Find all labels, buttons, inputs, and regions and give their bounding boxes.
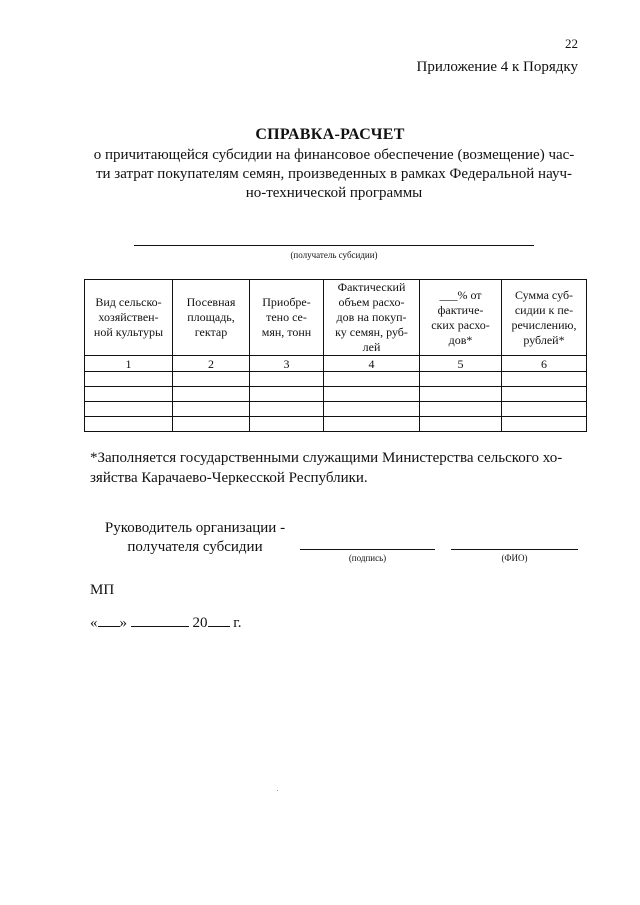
column-number: 3: [250, 356, 324, 372]
table-cell[interactable]: [85, 387, 173, 402]
name-line[interactable]: [451, 549, 578, 550]
column-number-row: [85, 356, 587, 372]
signer-title: [90, 519, 300, 557]
table-cell[interactable]: [502, 372, 587, 387]
table-cell[interactable]: [324, 387, 420, 402]
date-open-quote: «: [90, 615, 98, 631]
signer-line: получателя субсидии: [127, 539, 263, 555]
header-percent-of-costs: ___% от фактиче- ских расхо- дов*: [420, 280, 502, 356]
table-cell[interactable]: [324, 417, 420, 432]
date-field: [90, 614, 241, 632]
footnote-line: зяйства Карачаево-Черкесской Республики.: [90, 470, 368, 486]
subtitle-line: ти затрат покупателям семян, произведенных в рамках Федеральной науч-: [95, 166, 573, 182]
table-cell[interactable]: [250, 372, 324, 387]
table-row: [85, 417, 587, 432]
footnote: [90, 448, 578, 488]
table-row: [85, 402, 587, 417]
table-cell[interactable]: [420, 372, 502, 387]
footnote-line: *Заполняется государственными служащими Министерства сельского хо-: [90, 450, 563, 466]
table-cell[interactable]: [324, 402, 420, 417]
column-number: 1: [85, 356, 173, 372]
scan-speck: [277, 790, 278, 791]
table-cell[interactable]: [85, 402, 173, 417]
table-cell[interactable]: [420, 387, 502, 402]
subtitle-line: но-технической программы: [245, 185, 423, 201]
column-number: 6: [502, 356, 587, 372]
table-cell[interactable]: [502, 387, 587, 402]
table-cell[interactable]: [502, 402, 587, 417]
year-suffix: г.: [233, 615, 242, 631]
document-subtitle: [88, 146, 580, 203]
table-row: [85, 387, 587, 402]
column-number: 4: [324, 356, 420, 372]
name-caption: (ФИО): [501, 553, 528, 563]
table-cell[interactable]: [420, 417, 502, 432]
signature-caption: (подпись): [348, 553, 387, 563]
calculation-table: [84, 279, 587, 432]
date-close-quote: »: [119, 615, 127, 631]
stamp-label: МП: [90, 582, 115, 598]
header-seeds-purchased: Приобре- тено се- мян, тонн: [250, 280, 324, 356]
year-blank[interactable]: [208, 614, 230, 627]
table-cell[interactable]: [250, 417, 324, 432]
year-prefix: 20: [192, 615, 208, 631]
table-cell[interactable]: [502, 417, 587, 432]
appendix-reference: Приложение 4 к Порядку: [416, 59, 578, 75]
recipient-field-line: [134, 245, 534, 246]
header-subsidy-amount: Сумма суб- сидии к пе- речислению, рублей*: [502, 280, 587, 356]
signature-line[interactable]: [300, 549, 435, 550]
table-cell[interactable]: [85, 372, 173, 387]
header-actual-costs: Фактический объем расхо- дов на покуп- ку семян, руб- лей: [324, 280, 420, 356]
table-cell[interactable]: [324, 372, 420, 387]
header-sown-area: Посевная площадь, гектар: [173, 280, 250, 356]
subtitle-line: о причитающейся субсидии на финансовое обеспечение (возмещение) час-: [93, 147, 575, 163]
table-cell[interactable]: [250, 402, 324, 417]
table-cell[interactable]: [420, 402, 502, 417]
column-number: 2: [173, 356, 250, 372]
month-blank[interactable]: [131, 614, 189, 627]
table-cell[interactable]: [250, 387, 324, 402]
column-number: 5: [420, 356, 502, 372]
table-cell[interactable]: [173, 402, 250, 417]
page-number: 22: [565, 36, 578, 51]
table-cell[interactable]: [173, 372, 250, 387]
header-crop-type: Вид сельско- хозяйствен- ной культуры: [85, 280, 173, 356]
table-header-row: [85, 280, 587, 356]
day-blank[interactable]: [98, 614, 120, 627]
signer-line: Руководитель организации -: [104, 520, 286, 536]
recipient-caption: (получатель субсидии): [290, 250, 378, 260]
table-cell[interactable]: [173, 387, 250, 402]
table-row: [85, 372, 587, 387]
table-cell[interactable]: [173, 417, 250, 432]
document-title: СПРАВКА-РАСЧЕТ: [255, 126, 405, 143]
table-cell[interactable]: [85, 417, 173, 432]
